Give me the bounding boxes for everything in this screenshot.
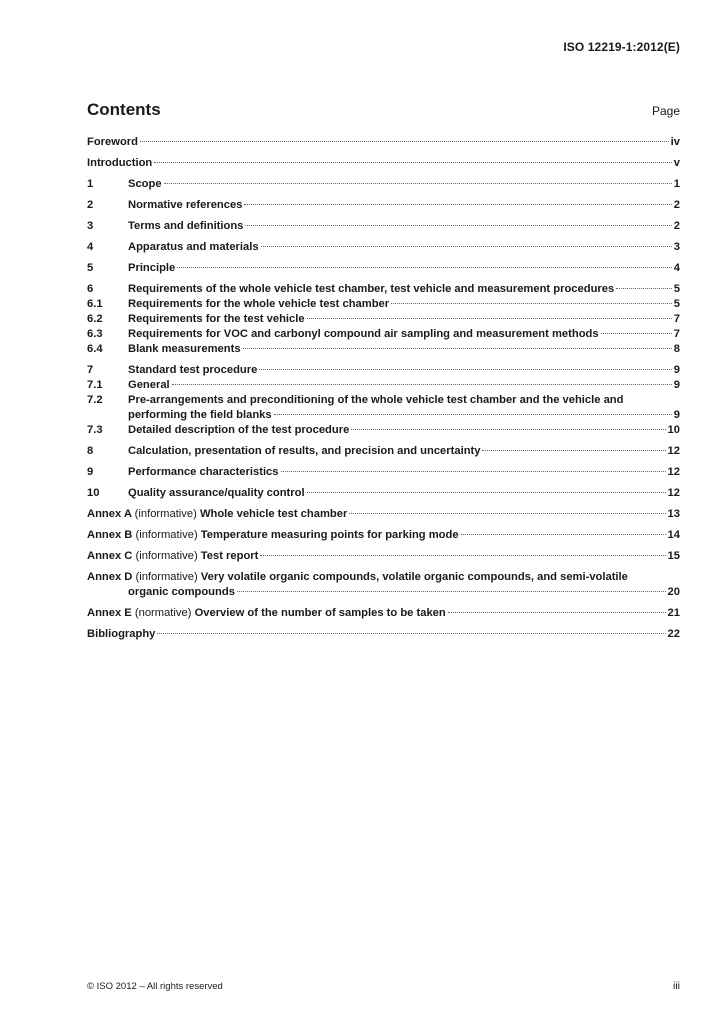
toc-entry[interactable]	[87, 423, 680, 438]
copyright-notice: © ISO 2012 – All rights reserved	[87, 981, 223, 992]
toc-group	[87, 486, 680, 501]
toc-group	[87, 156, 680, 171]
annex-label: Annex C	[87, 550, 133, 562]
toc-entry-title: Requirements for VOC and carbonyl compound air sampling and measurement methods	[128, 328, 599, 340]
annex-label: Annex B	[87, 529, 133, 541]
toc-entry[interactable]	[87, 570, 680, 585]
dot-leader	[157, 633, 665, 634]
dot-leader	[172, 384, 672, 385]
annex-label: Annex A	[87, 508, 132, 520]
toc-entry-title: Terms and definitions	[128, 220, 244, 232]
toc-entry[interactable]	[87, 486, 680, 501]
toc-entry-page: 2	[673, 220, 680, 232]
toc-entry-page: 9	[673, 379, 680, 391]
toc-entry-page: 7	[673, 313, 680, 325]
toc-entry-text	[87, 507, 347, 522]
toc-entry-title-continuation: performing the field blanks	[128, 409, 272, 421]
toc-entry-page: v	[673, 157, 680, 169]
toc-entry[interactable]	[87, 549, 680, 564]
toc-entry-title: Performance characteristics	[128, 466, 279, 478]
toc-entry-title: Scope	[128, 178, 162, 190]
dot-leader	[245, 225, 671, 226]
toc-entry[interactable]	[87, 327, 680, 342]
annex-label: Annex D	[87, 571, 133, 583]
dot-leader	[461, 534, 666, 535]
toc-entry-page: 12	[667, 487, 680, 499]
toc-entry-continuation[interactable]	[87, 408, 680, 423]
toc-entry-title: Pre-arrangements and preconditioning of the whole vehicle test chamber and the vehicle and	[128, 394, 624, 406]
toc-entry-page: 4	[673, 262, 680, 274]
toc-group	[87, 219, 680, 234]
toc-group	[87, 135, 680, 150]
dot-leader	[177, 267, 672, 268]
dot-leader	[260, 555, 665, 556]
toc-group	[87, 606, 680, 621]
toc-entry-title: Overview of the number of samples to be taken	[194, 607, 446, 619]
toc-entry-title: Foreword	[87, 136, 138, 148]
toc-entry-title: Requirements for the whole vehicle test chamber	[128, 298, 390, 310]
dot-leader	[154, 162, 672, 163]
dot-leader	[274, 414, 672, 415]
toc-entry-page: 2	[673, 199, 680, 211]
toc-entry[interactable]	[87, 297, 680, 312]
toc-entry-text	[87, 549, 258, 564]
toc-entry-number: 10	[87, 487, 100, 499]
toc-group	[87, 549, 680, 564]
annex-label: Annex E	[87, 607, 132, 619]
toc-entry-title: Temperature measuring points for parking mode	[200, 529, 459, 541]
dot-leader	[351, 429, 665, 430]
toc-entry-number: 6.1	[87, 298, 103, 310]
toc-entry-title: General	[128, 379, 170, 391]
toc-entry-page: 13	[667, 508, 680, 520]
toc-entry[interactable]	[87, 393, 680, 408]
toc-entry-page: 9	[673, 364, 680, 376]
toc-group	[87, 240, 680, 255]
toc-entry-number: 1	[87, 178, 94, 190]
dot-leader	[243, 348, 672, 349]
annex-qualifier: (informative)	[135, 571, 198, 583]
toc-entry[interactable]	[87, 135, 680, 150]
toc-entry-page: 20	[667, 586, 680, 598]
toc-group	[87, 363, 680, 438]
page-number: iii	[673, 980, 680, 992]
toc-entry-page: 12	[667, 445, 680, 457]
toc-entry-title: Apparatus and materials	[128, 241, 259, 253]
dot-leader	[616, 288, 672, 289]
toc-entry-number: 4	[87, 241, 94, 253]
toc-entry-page: 15	[667, 550, 680, 562]
toc-entry-page: 12	[667, 466, 680, 478]
toc-entry-title: Bibliography	[87, 628, 156, 640]
toc-entry-title: Requirements for the test vehicle	[128, 313, 305, 325]
dot-leader	[349, 513, 665, 514]
annex-qualifier: (informative)	[134, 508, 197, 520]
toc-group	[87, 282, 680, 357]
toc-group	[87, 507, 680, 522]
toc-entry-page: 10	[667, 424, 680, 436]
toc-group	[87, 261, 680, 276]
toc-entry[interactable]	[87, 378, 680, 393]
document-id: ISO 12219-1:2012(E)	[563, 40, 680, 54]
dot-leader	[244, 204, 671, 205]
toc-group	[87, 627, 680, 642]
annex-qualifier: (informative)	[135, 529, 198, 541]
toc-entry-title: Introduction	[87, 157, 153, 169]
toc-entry-page: 7	[673, 328, 680, 340]
toc-entry[interactable]	[87, 312, 680, 327]
toc-entry-page: 5	[673, 298, 680, 310]
toc-entry-title: Normative references	[128, 199, 243, 211]
toc-group	[87, 177, 680, 192]
toc-entry-page: 8	[673, 343, 680, 355]
toc-entry-number: 7	[87, 364, 94, 376]
toc-entry-number: 7.2	[87, 394, 103, 406]
toc-entry-title: Test report	[200, 550, 259, 562]
toc-entry[interactable]	[87, 342, 680, 357]
toc-entry-number: 6	[87, 283, 94, 295]
annex-qualifier: (informative)	[135, 550, 198, 562]
toc-entry-number: 9	[87, 466, 94, 478]
toc-entry-title: Standard test procedure	[128, 364, 258, 376]
dot-leader	[164, 183, 672, 184]
toc-group	[87, 465, 680, 480]
toc-entry[interactable]	[87, 198, 680, 213]
toc-entry-number: 6.2	[87, 313, 103, 325]
toc-entry[interactable]	[87, 282, 680, 297]
toc-entry[interactable]	[87, 261, 680, 276]
toc-entry-number: 5	[87, 262, 94, 274]
toc-entry-page: 5	[673, 283, 680, 295]
toc-entry-page: 9	[673, 409, 680, 421]
toc-entry-text	[87, 570, 628, 585]
toc-group	[87, 570, 680, 600]
dot-leader	[482, 450, 665, 451]
toc-entry-page: 14	[667, 529, 680, 541]
toc-entry-page: 1	[673, 178, 680, 190]
table-of-contents	[87, 135, 680, 642]
toc-entry-title: Whole vehicle test chamber	[199, 508, 348, 520]
dot-leader	[259, 369, 671, 370]
toc-entry[interactable]	[87, 606, 680, 621]
toc-entry-title-continuation: organic compounds	[128, 586, 235, 598]
toc-entry[interactable]	[87, 507, 680, 522]
dot-leader	[601, 333, 672, 334]
toc-entry-number: 3	[87, 220, 94, 232]
toc-entry-title: Principle	[128, 262, 176, 274]
toc-entry-title: Blank measurements	[128, 343, 241, 355]
dot-leader	[237, 591, 666, 592]
toc-entry-number: 6.4	[87, 343, 103, 355]
toc-entry-page: 3	[673, 241, 680, 253]
dot-leader	[261, 246, 672, 247]
dot-leader	[448, 612, 666, 613]
dot-leader	[307, 318, 672, 319]
toc-entry[interactable]	[87, 627, 680, 642]
page-column-label: Page	[651, 104, 680, 118]
dot-leader	[307, 492, 666, 493]
toc-entry-title: Quality assurance/quality control	[128, 487, 305, 499]
toc-entry[interactable]	[87, 177, 680, 192]
toc-group	[87, 198, 680, 213]
toc-entry-page: 22	[667, 628, 680, 640]
toc-group	[87, 528, 680, 543]
toc-entry-number: 7.3	[87, 424, 103, 436]
toc-entry[interactable]	[87, 528, 680, 543]
dot-leader	[391, 303, 672, 304]
toc-entry-continuation[interactable]	[87, 585, 680, 600]
toc-entry-title: Detailed description of the test procedure	[128, 424, 350, 436]
toc-entry-number: 2	[87, 199, 94, 211]
dot-leader	[281, 471, 666, 472]
toc-group	[87, 444, 680, 459]
toc-entry-title: Calculation, presentation of results, and precision and uncertainty	[128, 445, 481, 457]
toc-entry-number: 7.1	[87, 379, 103, 391]
toc-entry-number: 8	[87, 445, 94, 457]
annex-qualifier: (normative)	[134, 607, 192, 619]
toc-entry-page: 21	[667, 607, 680, 619]
toc-entry-page: iv	[670, 136, 680, 148]
toc-entry[interactable]	[87, 219, 680, 234]
toc-entry-text	[87, 606, 446, 621]
toc-entry-text	[87, 528, 459, 543]
toc-entry[interactable]	[87, 240, 680, 255]
dot-leader	[140, 141, 669, 142]
toc-entry-title: Requirements of the whole vehicle test chamber, test vehicle and measurement procedures	[128, 283, 615, 295]
toc-entry[interactable]	[87, 363, 680, 378]
toc-entry-title: Very volatile organic compounds, volatile organic compounds, and semi-volatile	[200, 571, 628, 583]
toc-entry-number: 6.3	[87, 328, 103, 340]
toc-entry[interactable]	[87, 156, 680, 171]
toc-entry[interactable]	[87, 444, 680, 459]
toc-entry[interactable]	[87, 465, 680, 480]
contents-title: Contents	[87, 100, 161, 119]
